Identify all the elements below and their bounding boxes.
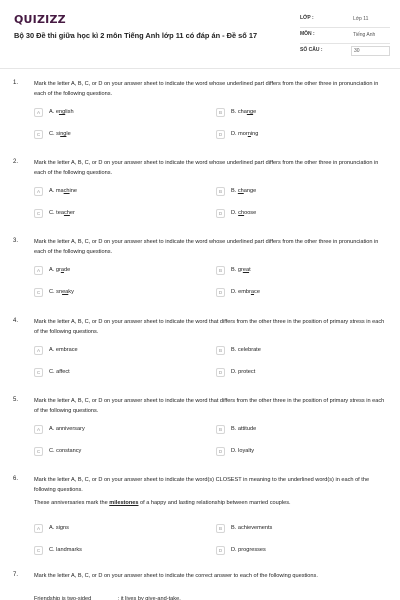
option-text — [231, 131, 258, 137]
option-text-part: A. e — [49, 109, 59, 115]
option-text-part: B. achievements — [231, 525, 273, 531]
option-underlined-part: ng — [58, 109, 66, 115]
option-text — [231, 525, 272, 531]
answer-option-c[interactable] — [34, 130, 204, 142]
question-text: Mark the letter A, B, C, or D on your answer sheet to indicate the word whose underlined part differs from the other three in pronunciation in each of the following questions. — [34, 239, 379, 255]
option-letter-box: C — [34, 447, 43, 456]
option-text-part: D. — [231, 210, 239, 216]
option-text — [49, 109, 74, 115]
option-text — [231, 188, 256, 194]
option-text-part: e — [253, 109, 257, 115]
option-text-part: ange — [243, 188, 257, 194]
option-letter-box: B — [216, 108, 225, 117]
option-text — [231, 426, 256, 432]
meta-value: Tiếng Anh — [353, 32, 376, 38]
option-letter-box: C — [34, 209, 43, 218]
answer-option-a[interactable] — [34, 108, 204, 120]
option-text-part: C. tea — [49, 210, 64, 216]
answer-option-d[interactable] — [216, 130, 386, 142]
question-number: 3. — [13, 238, 19, 244]
answer-option-c[interactable] — [34, 447, 204, 459]
option-text-part: B. — [231, 188, 238, 194]
answer-option-d[interactable] — [216, 209, 386, 221]
option-letter-box: D — [216, 546, 225, 555]
option-text-part: oose — [244, 210, 257, 216]
meta-label: LỚP : — [300, 15, 314, 21]
option-text — [49, 131, 71, 137]
option-letter-box: D — [216, 130, 225, 139]
quizizz-logo: QUIZIZZ — [14, 13, 66, 26]
option-letter-box: C — [34, 368, 43, 377]
meta-value: Lớp 11 — [353, 16, 369, 22]
answer-option-a[interactable] — [34, 266, 204, 278]
answer-option-d[interactable] — [216, 546, 386, 558]
option-text-part: t — [249, 267, 251, 273]
answer-option-d[interactable] — [216, 447, 386, 459]
option-text — [231, 448, 254, 454]
option-text-part: A. ma — [49, 188, 64, 194]
question-number: 6. — [13, 476, 19, 482]
option-letter-box: B — [216, 346, 225, 355]
option-text-part: ine — [69, 188, 78, 194]
option-text — [231, 267, 251, 273]
option-letter-box: A — [34, 108, 43, 117]
option-letter-box: D — [216, 368, 225, 377]
option-text-part: A. signs — [49, 525, 69, 531]
option-text-part: A. gr — [49, 267, 61, 273]
question-text: Mark the letter A, B, C, or D on your answer sheet to indicate the word(s) CLOSEST in meaning to the underlined word(s) in each of the following questions. — [34, 477, 370, 493]
option-letter-box: B — [216, 425, 225, 434]
meta-row-class — [300, 12, 390, 28]
option-text-part: B. celebrate — [231, 347, 261, 353]
option-text — [231, 369, 255, 375]
option-underlined-part: ea — [242, 267, 250, 273]
option-letter-box: A — [34, 425, 43, 434]
answer-option-b[interactable] — [216, 346, 386, 358]
header-divider — [0, 68, 400, 69]
option-letter-box: D — [216, 288, 225, 297]
option-text-part: C. sn — [49, 289, 63, 295]
question-text: Mark the letter A, B, C, or D on your answer sheet to indicate the correct answer to each of the following questions. — [34, 573, 318, 579]
option-text — [49, 369, 70, 375]
answer-option-a[interactable] — [34, 524, 204, 536]
option-text-part: ce — [254, 289, 260, 295]
option-text — [231, 347, 261, 353]
answer-option-a[interactable] — [34, 425, 204, 437]
answer-option-b[interactable] — [216, 524, 386, 536]
answer-option-b[interactable] — [216, 266, 386, 278]
answer-option-b[interactable] — [216, 108, 386, 120]
answer-option-c[interactable] — [34, 368, 204, 380]
sentence-text: Friendship is two-sided ________; it lives by give-and-take. — [34, 596, 181, 600]
option-letter-box: D — [216, 447, 225, 456]
option-underlined-part: ea — [62, 289, 69, 295]
option-text-part: C. landmarks — [49, 547, 82, 553]
option-text — [49, 289, 74, 295]
option-text-part: de — [63, 267, 71, 273]
meta-row-count — [300, 44, 390, 60]
option-underlined-part: ng — [60, 131, 67, 137]
option-text — [49, 448, 81, 454]
sentence-highlight: milestones — [109, 500, 139, 506]
option-text — [49, 267, 70, 273]
option-text-part: D. progresses — [231, 547, 266, 553]
question-text: Mark the letter A, B, C, or D on your answer sheet to indicate the word that differs from the other three in the position of primary stress in each of the following questions. — [34, 398, 385, 414]
option-text — [231, 547, 266, 553]
sentence-text: These anniversaries mark the — [34, 500, 110, 506]
answer-option-a[interactable] — [34, 187, 204, 199]
option-letter-box: B — [216, 187, 225, 196]
question-sentence — [34, 500, 389, 506]
answer-option-d[interactable] — [216, 288, 386, 300]
option-text — [49, 547, 82, 553]
option-text-part: ing — [250, 131, 259, 137]
question-text: Mark the letter A, B, C, or D on your answer sheet to indicate the word whose underlined part differs from the other three in pronunciation in each of the following questions. — [34, 81, 379, 97]
option-text — [231, 289, 260, 295]
option-text — [231, 210, 256, 216]
option-underlined-part: ng — [246, 109, 254, 115]
sentence-text: of a happy and lasting relationship between married couples. — [138, 500, 291, 506]
question-number: 2. — [13, 159, 19, 165]
option-letter-box: C — [34, 130, 43, 139]
option-underlined-part: n — [247, 131, 251, 137]
answer-option-b[interactable] — [216, 187, 386, 199]
option-underlined-part: ch — [237, 188, 244, 194]
option-text-part: C. si — [49, 131, 61, 137]
option-text-part: er — [69, 210, 75, 216]
meta-value: 30 — [351, 46, 390, 56]
meta-label: SỐ CÂU : — [300, 47, 323, 53]
question-number: 7. — [13, 572, 19, 578]
question-text: Mark the letter A, B, C, or D on your answer sheet to indicate the word that differs from the other three in the position of primary stress in each of the following questions. — [34, 319, 385, 335]
option-text-part: lish — [65, 109, 74, 115]
option-underlined-part: ch — [63, 188, 70, 194]
question-number: 4. — [13, 318, 19, 324]
option-text-part: D. protect — [231, 369, 256, 375]
option-text-part: B. gr — [231, 267, 243, 273]
meta-table — [300, 12, 390, 60]
answer-option-c[interactable] — [34, 546, 204, 558]
option-text — [49, 210, 75, 216]
option-underlined-part: a — [60, 267, 64, 273]
worksheet-header — [0, 0, 400, 68]
option-letter-box: D — [216, 209, 225, 218]
document-title: Bộ 30 Đề thi giữa học kì 2 môn Tiếng Anh lớp 11 có đáp án - Đề số 17 — [14, 31, 258, 40]
option-underlined-part: a — [250, 289, 255, 295]
option-text-part: D. mor — [231, 131, 248, 137]
option-letter-box: C — [34, 288, 43, 297]
meta-label: MÔN : — [300, 31, 315, 37]
option-text-part: D. loyalty — [231, 448, 255, 454]
option-text — [49, 347, 78, 353]
option-underlined-part: ch — [63, 210, 70, 216]
answer-option-a[interactable] — [34, 346, 204, 358]
option-letter-box: B — [216, 524, 225, 533]
option-text-part: D. embr — [231, 289, 251, 295]
option-text-part: le — [66, 131, 71, 137]
option-text-part: B. cha — [231, 109, 247, 115]
option-text-part: A. anniversary — [49, 426, 85, 432]
question-text: Mark the letter A, B, C, or D on your answer sheet to indicate the word whose underlined part differs from the other three in pronunciation in each of the following questions. — [34, 160, 379, 176]
option-letter-box: A — [34, 266, 43, 275]
answer-option-b[interactable] — [216, 425, 386, 437]
option-letter-box: B — [216, 266, 225, 275]
question-number: 1. — [13, 80, 19, 86]
option-text — [49, 525, 69, 531]
option-letter-box: A — [34, 346, 43, 355]
option-text-part: C. affect — [49, 369, 70, 375]
question-sentence — [34, 596, 389, 600]
option-letter-box: C — [34, 546, 43, 555]
answer-option-c[interactable] — [34, 209, 204, 221]
answer-option-d[interactable] — [216, 368, 386, 380]
answer-option-c[interactable] — [34, 288, 204, 300]
option-letter-box: A — [34, 187, 43, 196]
question-number: 5. — [13, 397, 19, 403]
option-text-part: ky — [68, 289, 74, 295]
option-text — [49, 426, 85, 432]
option-letter-box: A — [34, 524, 43, 533]
option-text-part: B. attitude — [231, 426, 257, 432]
option-text — [49, 188, 77, 194]
meta-row-subject — [300, 28, 390, 44]
option-underlined-part: ch — [238, 210, 245, 216]
option-text-part: C. constancy — [49, 448, 82, 454]
option-text-part: A. embrace — [49, 347, 78, 353]
option-text — [231, 109, 256, 115]
